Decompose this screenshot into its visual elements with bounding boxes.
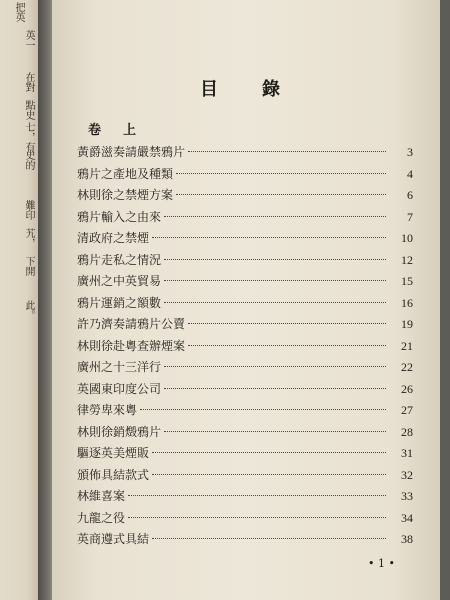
dot-leader — [152, 452, 386, 453]
page-edge-shadow — [440, 0, 450, 600]
dot-leader — [164, 302, 386, 303]
dot-leader — [164, 259, 386, 260]
dot-leader — [176, 173, 386, 174]
toc-entry-title: 驅逐英美煙販 — [77, 446, 150, 460]
toc-entry-title: 林則徐之禁煙方案 — [77, 188, 174, 202]
toc-entry — [77, 272, 413, 294]
toc-entry-title: 鴉片運銷之額數 — [77, 295, 162, 310]
dot-leader — [164, 216, 386, 217]
toc-entry — [77, 251, 413, 273]
volume-heading — [88, 119, 136, 138]
left-page-text: 在對 — [23, 72, 34, 92]
toc-entry-title: 頒佈具結款式 — [77, 467, 150, 482]
dot-leader — [128, 495, 386, 496]
toc-entry-page: 22 — [401, 360, 413, 374]
toc-entry-page: 33 — [401, 489, 413, 503]
left-page-text: 下開 — [23, 256, 34, 276]
toc-entry — [77, 401, 413, 423]
toc-entry — [77, 315, 413, 337]
previous-page-edge — [0, 0, 38, 600]
toc-entry — [77, 509, 413, 531]
toc-entry-page: 12 — [401, 252, 413, 267]
left-page-text: 英一 — [23, 30, 34, 50]
dot-leader — [176, 194, 386, 195]
toc-entry-page: 7 — [407, 209, 413, 224]
toc-entry-page: 16 — [401, 295, 413, 310]
toc-entry-page: 34 — [401, 510, 413, 525]
left-page-text: 七，有 — [23, 122, 34, 152]
left-page-text: 艽， — [23, 228, 34, 248]
toc-entry — [77, 208, 413, 230]
toc-entry-title: 英國東印度公司 — [77, 381, 162, 396]
toc-entry-title: 林則徐銷燬鴉片 — [77, 424, 162, 439]
left-page-text: 史的 — [23, 150, 34, 170]
dot-leader — [152, 538, 386, 539]
toc-entry-title: 九龍之役 — [77, 510, 126, 525]
dot-leader — [152, 237, 386, 238]
toc-heading-char: 目 — [200, 79, 218, 100]
toc-entry-title: 許乃濟奏請鴉片公賣 — [77, 317, 186, 331]
toc-entry — [77, 294, 413, 316]
toc-entry-title: 鴉片走私之情況 — [77, 252, 162, 267]
left-page-text: 把英 — [13, 2, 24, 22]
toc-entry — [77, 444, 413, 466]
toc-entry-title: 廣州之中英貿易 — [77, 274, 162, 288]
left-page-text: 難印 — [23, 200, 34, 220]
toc-heading-char: 錄 — [262, 79, 280, 100]
dot-leader — [188, 323, 386, 324]
toc-entry-title: 英商遵式具結 — [77, 532, 150, 546]
toc-entry-title: 廣州之十三洋行 — [77, 360, 162, 374]
dot-leader — [152, 474, 386, 475]
toc-entry-title: 律勞卑來粵 — [77, 403, 138, 417]
toc-entry-page: 27 — [401, 403, 413, 417]
volume-heading-char: 卷 — [88, 123, 102, 138]
toc-list — [77, 143, 413, 552]
toc-entry — [77, 423, 413, 445]
dot-leader — [164, 388, 386, 389]
toc-entry-title: 黃爵滋奏請嚴禁鴉片 — [77, 145, 186, 159]
toc-entry-page: 32 — [401, 467, 413, 482]
toc-entry — [77, 380, 413, 402]
toc-entry-page: 15 — [401, 274, 413, 288]
toc-entry-page: 3 — [407, 145, 413, 159]
toc-entry-title: 林維喜案 — [77, 489, 126, 503]
dot-leader — [164, 280, 386, 281]
toc-heading — [200, 75, 280, 101]
dot-leader — [140, 409, 386, 410]
volume-heading-char: 上 — [122, 123, 136, 138]
toc-entry — [77, 530, 413, 552]
dot-leader — [188, 151, 386, 152]
dot-leader — [164, 431, 386, 432]
toc-entry — [77, 229, 413, 251]
toc-entry-title: 林則徐赴粵查辦煙案 — [77, 338, 186, 353]
toc-entry-page: 10 — [401, 231, 413, 245]
dot-leader — [188, 345, 386, 346]
toc-entry — [77, 186, 413, 208]
toc-entry-page: 4 — [407, 166, 413, 181]
toc-entry — [77, 143, 413, 165]
toc-entry-title: 鴉片輸入之由來 — [77, 209, 162, 224]
toc-entry — [77, 358, 413, 380]
toc-entry-page: 19 — [401, 317, 413, 331]
left-page-text: 此。 — [23, 300, 34, 320]
toc-entry — [77, 165, 413, 187]
toc-entry-page: 26 — [401, 381, 413, 396]
left-page-text: 點史 — [23, 100, 34, 120]
dot-leader — [128, 517, 386, 518]
dot-leader — [164, 366, 386, 367]
toc-entry-title: 清政府之禁煙 — [77, 231, 150, 245]
toc-entry-page: 31 — [401, 446, 413, 460]
toc-entry — [77, 337, 413, 359]
toc-entry — [77, 466, 413, 488]
toc-entry-page: 21 — [401, 338, 413, 353]
toc-entry-page: 28 — [401, 424, 413, 439]
toc-entry-title: 鴉片之產地及種類 — [77, 166, 174, 181]
toc-entry — [77, 487, 413, 509]
page-number: • 1 • — [368, 557, 395, 570]
toc-entry-page: 6 — [407, 188, 413, 202]
toc-entry-page: 38 — [401, 532, 413, 546]
